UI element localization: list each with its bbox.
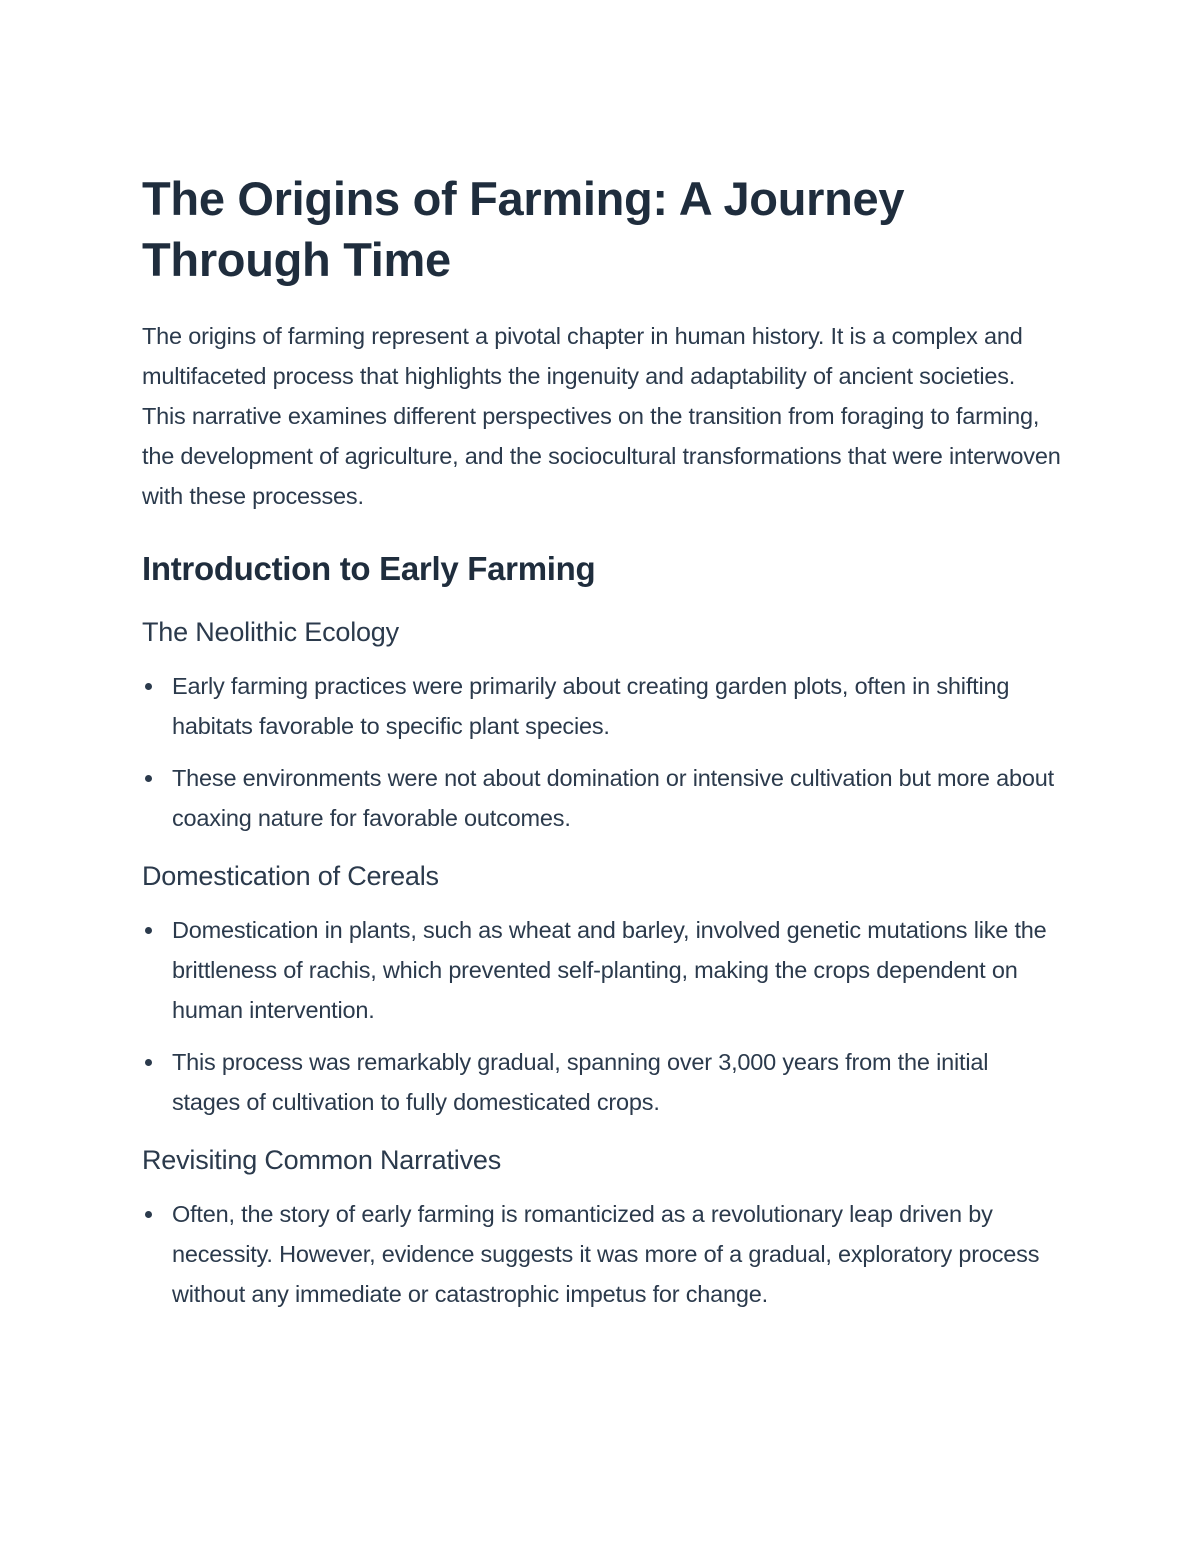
- subsection-revisiting-common-narratives: [142, 1136, 1062, 1314]
- list-item-text: Early farming practices were primarily about creating garden plots, often in shifting habitats favorable to specific plant species.: [172, 673, 1010, 739]
- list-item: [142, 1042, 1062, 1122]
- document-page: [142, 168, 1062, 1326]
- list-item: [142, 758, 1062, 838]
- bullet-list: [142, 1194, 1062, 1314]
- list-item: [142, 666, 1062, 746]
- bullet-icon: [145, 927, 152, 934]
- bullet-list: [142, 666, 1062, 838]
- section-heading: Introduction to Early Farming: [142, 550, 596, 587]
- document-title: The Origins of Farming: A Journey Through Time: [142, 172, 905, 286]
- bullet-list: [142, 910, 1062, 1122]
- bullet-icon: [145, 683, 152, 690]
- list-item-text: This process was remarkably gradual, spanning over 3,000 years from the initial stages of cultivation to fully domesticated crops.: [172, 1049, 989, 1115]
- list-item: [142, 910, 1062, 1030]
- bullet-icon: [145, 1211, 152, 1218]
- subsection-neolithic-ecology: [142, 608, 1062, 838]
- list-item-text: Domestication in plants, such as wheat and barley, involved genetic mutations like the brittleness of rachis, which prevented self-planting, making the crops dependent on human intervention.: [172, 917, 1047, 1023]
- subsection-heading: The Neolithic Ecology: [142, 617, 399, 647]
- list-item: [142, 1194, 1062, 1314]
- list-item-text: Often, the story of early farming is romanticized as a revolutionary leap driven by necessity. However, evidence suggests it was more of a gradual, exploratory process without any immediate or catastrophic impetus for change.: [172, 1201, 1040, 1307]
- list-item-text: These environments were not about domination or intensive cultivation but more about coaxing nature for favorable outcomes.: [172, 765, 1054, 831]
- bullet-icon: [145, 775, 152, 782]
- subsection-heading: Revisiting Common Narratives: [142, 1145, 502, 1175]
- intro-paragraph: The origins of farming represent a pivotal chapter in human history. It is a complex and multifaceted process that highlights the ingenuity and adaptability of ancient societies. This narrative examines different perspectives on the transition from foraging to farming, the development of agriculture, and the sociocultural transformations that were interwoven with these processes.: [142, 323, 1061, 509]
- subsection-heading: Domestication of Cereals: [142, 861, 439, 891]
- subsection-domestication-of-cereals: [142, 852, 1062, 1122]
- bullet-icon: [145, 1059, 152, 1066]
